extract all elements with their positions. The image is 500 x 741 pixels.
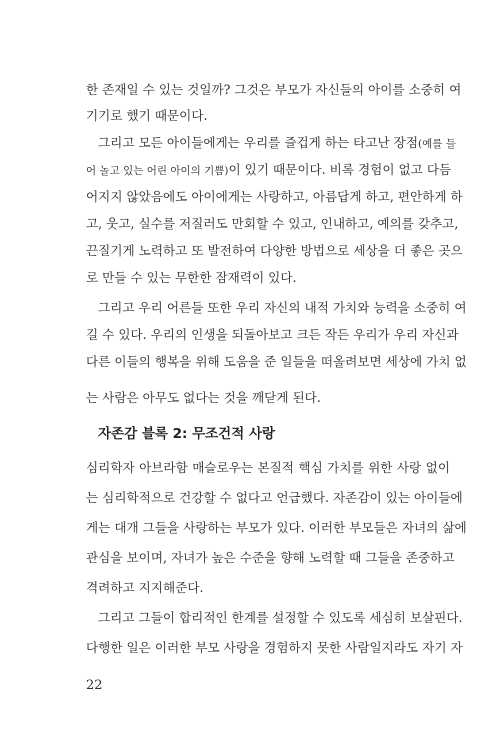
text-line: 다른 이들의 행복을 위해 도움을 준 일들을 떠올려보면 세상에 가치 없 xyxy=(86,354,467,369)
text-line: 한 존재일 수 있는 것일까? 그것은 부모가 자신들의 아이를 소중히 여 xyxy=(86,82,462,97)
text-line: 로 만들 수 있는 무한한 잠재력이 있다. xyxy=(86,270,297,285)
text-line: 그리고 그들이 합리적인 한계를 설정할 수 있도록 세심히 보살핀다. xyxy=(98,610,463,625)
text-line: 다행한 일은 이러한 부모 사랑을 경험하지 못한 사람일지라도 자기 자 xyxy=(86,640,463,655)
text-line xyxy=(98,133,456,154)
text-line: 고, 웃고, 실수를 저질러도 만회할 수 있고, 인내하고, 예의를 갖추고, xyxy=(86,216,459,231)
text-line: 그리고 우리 어른들 또한 우리 자신의 내적 가치와 능력을 소중히 여 xyxy=(98,300,467,315)
text-line: 심리학자 아브라함 매슬로우는 본질적 핵심 가치를 위한 사랑 없이 xyxy=(86,460,450,475)
text-line xyxy=(86,160,450,181)
text-line: 는 사람은 아무도 없다는 것을 깨닫게 된다. xyxy=(86,390,321,405)
text-line: 는 심리학적으로 건강할 수 없다고 언급했다. 자존감이 있는 아이들에 xyxy=(86,490,463,505)
text-line: 기기로 했기 때문이다. xyxy=(86,108,208,123)
text-span: 그리고 모든 아이들에게는 우리를 즐겁게 하는 타고난 장점 xyxy=(98,135,418,150)
text-line: 관심을 보이며, 자녀가 높은 수준을 향해 노력할 때 그들을 존중하고 xyxy=(86,550,455,565)
page-number: 22 xyxy=(86,678,103,693)
parenthetical-note: 어 놀고 있는 어린 아이의 기쁨 xyxy=(86,165,225,177)
section-heading: 자존감 블록 2: 무조건적 사랑 xyxy=(98,426,276,442)
text-line: 끈질기게 노력하고 또 발전하여 다양한 방법으로 세상을 더 좋은 곳으 xyxy=(86,243,463,258)
parenthetical-note: ) xyxy=(224,165,229,177)
text-span: 이 있기 때문이다. 비록 경험이 없고 다듬 xyxy=(228,162,452,177)
parenthetical-note: (예를 들 xyxy=(418,138,456,150)
text-line: 격려하고 지지해준다. xyxy=(86,580,204,595)
text-line: 길 수 있다. 우리의 인생을 되돌아보고 크든 작든 우리가 우리 자신과 xyxy=(86,327,459,342)
text-line: 어지지 않았음에도 아이에게는 사랑하고, 아름답게 하고, 편안하게 하 xyxy=(86,189,463,204)
text-line: 게는 대개 그들을 사랑하는 부모가 있다. 이러한 부모들은 자녀의 삶에 xyxy=(86,520,467,535)
